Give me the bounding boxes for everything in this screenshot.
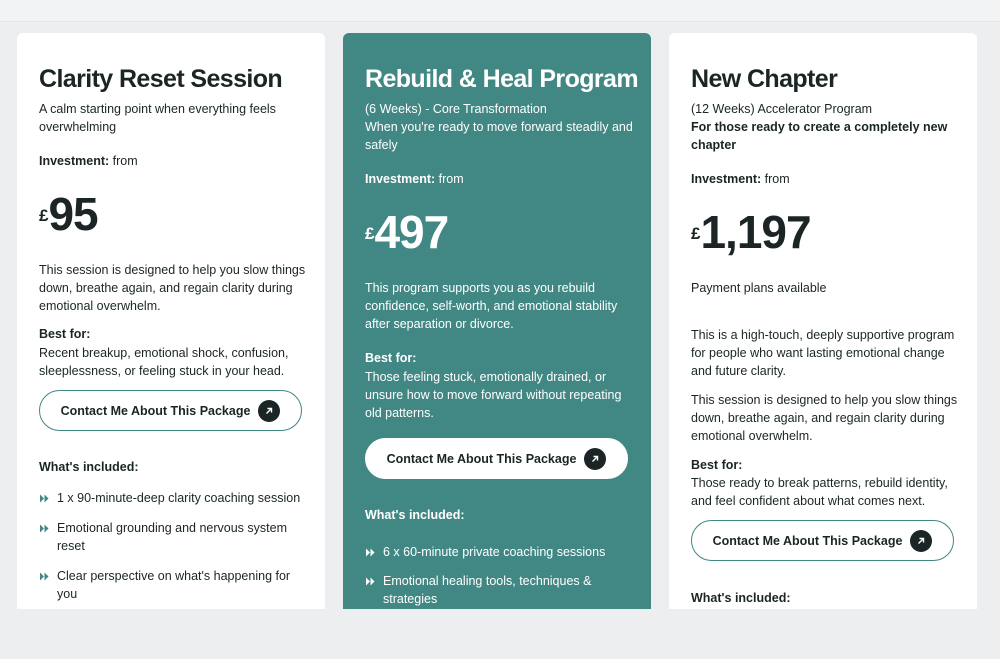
pricing-card-new-chapter: [669, 33, 977, 609]
payment-plans-note: Payment plans available: [691, 281, 827, 295]
best-for-heading: Best for:: [39, 327, 91, 341]
best-for-heading: Best for:: [365, 351, 417, 365]
double-chevron-right-icon: [39, 521, 50, 539]
double-chevron-right-icon: [39, 491, 50, 509]
pricing-card-clarity-reset: [17, 33, 325, 609]
whats-included-heading: What's included:: [365, 508, 465, 522]
card-description: This session is designed to help you slow things down, breathe again, and regain clarity during emotional overwhelm.: [39, 263, 306, 313]
arrow-up-right-icon: [258, 400, 280, 422]
included-item: 1 x 90-minute-deep clarity coaching session: [39, 489, 309, 507]
price-value: 1,197: [700, 206, 811, 258]
currency-symbol: £: [691, 224, 700, 243]
best-for-text: Recent breakup, emotional shock, confusion, sleeplessness, or feeling stuck in your head.: [39, 346, 289, 378]
contact-button-label: Contact Me About This Package: [386, 451, 577, 466]
investment-label: Investment: from: [691, 172, 790, 186]
contact-button[interactable]: [365, 438, 628, 479]
card-subtitle-secondary: When you're ready to move forward steadily and safely: [365, 120, 633, 152]
whats-included-heading: What's included:: [39, 460, 139, 474]
card-subtitle: (6 Weeks) - Core Transformation: [365, 102, 547, 116]
contact-button-label: Contact Me About This Package: [60, 403, 251, 418]
card-subtitle: (12 Weeks) Accelerator Program: [691, 102, 873, 116]
card-price: [691, 206, 811, 258]
card-subtitle-secondary: For those ready to create a completely new chapter: [691, 120, 948, 152]
best-for-text: Those feeling stuck, emotionally drained, or unsure how to move forward without repeating old patterns.: [365, 370, 622, 420]
contact-button[interactable]: [39, 390, 302, 431]
card-title: Clarity Reset Session: [39, 65, 283, 93]
pricing-card-rebuild-heal: [343, 33, 651, 609]
double-chevron-right-icon: [39, 569, 50, 587]
currency-symbol: £: [39, 206, 48, 225]
card-price: [39, 188, 98, 240]
arrow-up-right-icon: [910, 530, 932, 552]
card-description-secondary: This session is designed to help you slow things down, breathe again, and regain clarity during emotional overwhelm.: [691, 393, 958, 443]
double-chevron-right-icon: [365, 574, 376, 592]
contact-button[interactable]: [691, 520, 954, 561]
included-item: Emotional grounding and nervous system reset: [39, 519, 309, 555]
card-subtitle: A calm starting point when everything feels overwhelming: [39, 102, 276, 134]
whats-included-heading: What's included:: [691, 591, 791, 605]
double-chevron-right-icon: [365, 545, 376, 563]
bottom-bar: [0, 609, 1000, 659]
price-value: 497: [374, 206, 449, 258]
price-value: 95: [48, 188, 98, 240]
card-title: Rebuild & Heal Program: [365, 65, 638, 93]
best-for-heading: Best for:: [691, 458, 743, 472]
arrow-up-right-icon: [584, 448, 606, 470]
best-for-text: Those ready to break patterns, rebuild identity, and feel confident about what comes next.: [691, 476, 948, 508]
contact-button-label: Contact Me About This Package: [712, 533, 903, 548]
card-price: [365, 206, 449, 258]
investment-label: Investment: from: [39, 154, 138, 168]
card-description: This program supports you as you rebuild confidence, self-worth, and emotional stability after separation or divorce.: [365, 281, 618, 331]
included-item: Clear perspective on what's happening for you: [39, 567, 309, 603]
included-item: Emotional healing tools, techniques & strategies: [365, 572, 635, 608]
card-title: New Chapter: [691, 65, 838, 93]
currency-symbol: £: [365, 224, 374, 243]
card-description: This is a high-touch, deeply supportive program for people who want lasting emotional change and future clarity.: [691, 328, 955, 378]
included-item: 6 x 60-minute private coaching sessions: [365, 543, 635, 561]
investment-label: Investment: from: [365, 172, 464, 186]
